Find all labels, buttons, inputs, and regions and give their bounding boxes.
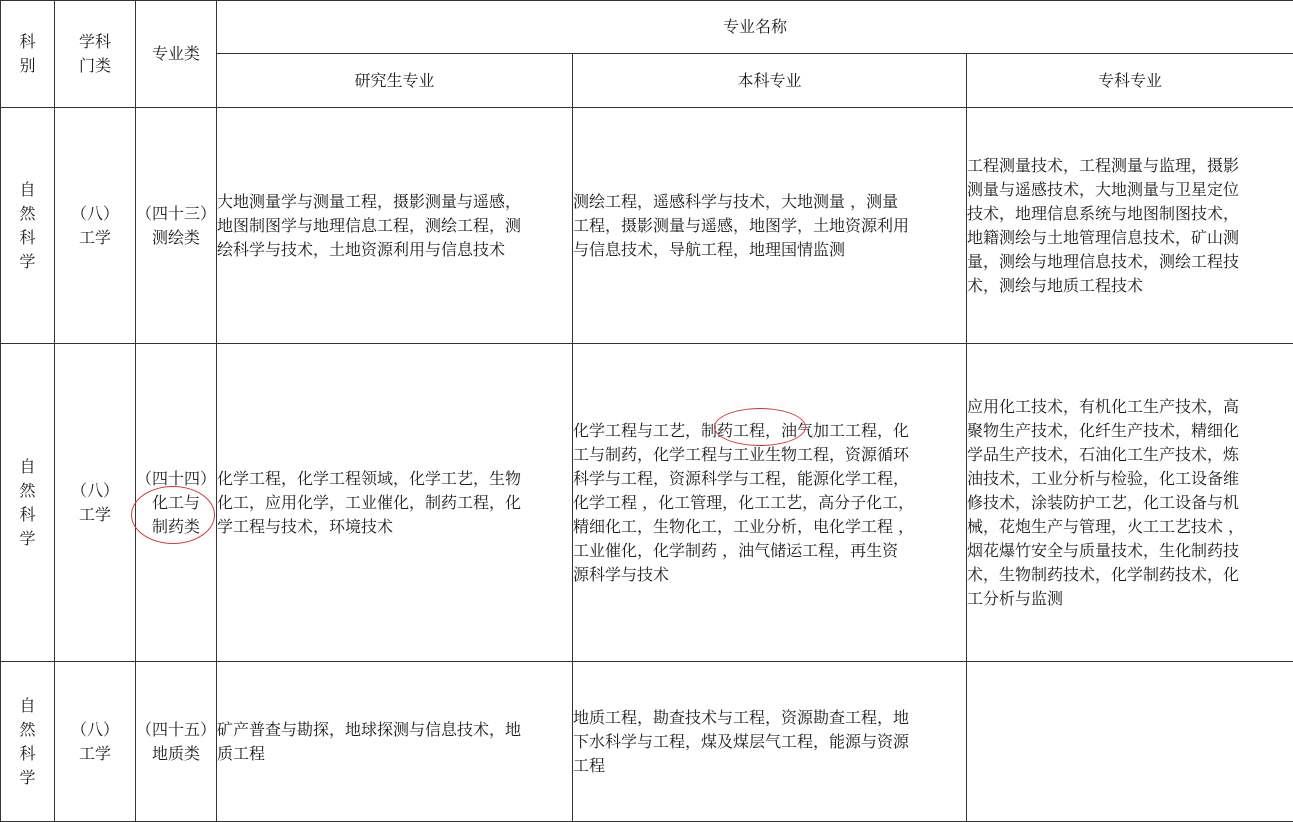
xueke-line: 工学 xyxy=(55,226,135,250)
text-line: 油技术，工业分析与检验，化工设备维 xyxy=(967,467,1293,491)
text-line: 化学工程，化学工程领域，化学工艺，生物 xyxy=(217,467,572,491)
kebie-char: 自 xyxy=(1,178,54,202)
header-row-1 xyxy=(1,1,1293,54)
kebie-char: 然 xyxy=(1,718,54,742)
graduate-majors-cell xyxy=(217,344,573,662)
text-line: 工业催化，化学制药 ，油气储运工程，再生资 xyxy=(573,539,966,563)
kebie-char: 科 xyxy=(1,742,54,766)
header-college: 专科专业 xyxy=(967,54,1293,108)
college-majors-cell-empty xyxy=(967,662,1293,822)
zhuanyelei-line: （四十五） xyxy=(136,718,216,742)
undergrad-majors-cell xyxy=(573,662,967,822)
table-row xyxy=(1,662,1293,822)
header-undergrad: 本科专业 xyxy=(573,54,967,108)
text-line: 烟花爆竹安全与质量技术，生化制药技 xyxy=(967,539,1293,563)
text-line: 下水科学与工程，煤及煤层气工程，能源与资源 xyxy=(573,730,966,754)
text-line: 术，生物制药技术，化学制药技术，化 xyxy=(967,563,1293,587)
text-line: 测量与遥感技术，大地测量与卫星定位 xyxy=(967,178,1293,202)
row-kebie xyxy=(1,344,55,662)
header-zhuanyelei-text: 专业类 xyxy=(136,42,216,66)
row-xueke xyxy=(55,108,136,344)
header-kebie xyxy=(1,1,55,108)
text-line: 质工程 xyxy=(217,742,572,766)
row-kebie xyxy=(1,108,55,344)
table-row xyxy=(1,108,1293,344)
header-zhuanyelei xyxy=(136,1,217,108)
zhuanyelei-line: 地质类 xyxy=(136,742,216,766)
kebie-char: 科 xyxy=(1,503,54,527)
zhuanyelei-line: 制药类 xyxy=(136,515,216,539)
zhuanyelei-line: 化工与 xyxy=(136,491,216,515)
kebie-char: 学 xyxy=(1,250,54,274)
header-kebie-line: 科 xyxy=(1,30,54,54)
text-line: 学品生产技术，石油化工生产技术，炼 xyxy=(967,443,1293,467)
xueke-line: 工学 xyxy=(55,742,135,766)
text-line: 械，花炮生产与管理，火工工艺技术 ， xyxy=(967,515,1293,539)
graduate-majors-cell xyxy=(217,108,573,344)
row-xueke xyxy=(55,662,136,822)
text-line: 科学与工程，资源科学与工程，能源化学工程， xyxy=(573,467,966,491)
college-majors-cell xyxy=(967,108,1293,344)
kebie-char: 学 xyxy=(1,527,54,551)
text-line: 修技术，涂装防护工艺，化工设备与机 xyxy=(967,491,1293,515)
text-line: 源科学与技术 xyxy=(573,563,966,587)
text-line: 术，测绘与地质工程技术 xyxy=(967,274,1293,298)
kebie-char: 然 xyxy=(1,202,54,226)
text-line: 技术，地理信息系统与地图制图技术， xyxy=(967,202,1293,226)
text-line: 地图制图学与地理信息工程，测绘工程，测 xyxy=(217,214,572,238)
row-kebie xyxy=(1,662,55,822)
graduate-majors-cell xyxy=(217,662,573,822)
text-line: 工分析与监测 xyxy=(967,587,1293,611)
text-line: 化学工程与工艺，制药工程，油气加工工程，化 xyxy=(573,419,966,443)
text-line: 学工程与技术，环境技术 xyxy=(217,515,572,539)
kebie-char: 自 xyxy=(1,694,54,718)
header-xueke-line: 学科 xyxy=(55,30,135,54)
college-majors-cell xyxy=(967,344,1293,662)
text-line: 工程，摄影测量与遥感，地图学，土地资源利用 xyxy=(573,214,966,238)
row-xueke xyxy=(55,344,136,662)
kebie-char: 科 xyxy=(1,226,54,250)
text-line: 矿产普查与勘探，地球探测与信息技术，地 xyxy=(217,718,572,742)
text-line: 应用化工技术，有机化工生产技术，高 xyxy=(967,395,1293,419)
text-line: 聚物生产技术，化纤生产技术，精细化 xyxy=(967,419,1293,443)
text-line: 地籍测绘与土地管理信息技术，矿山测 xyxy=(967,226,1293,250)
zhuanyelei-line: 测绘类 xyxy=(136,226,216,250)
text-line: 工与制药，化学工程与工业生物工程，资源循环 xyxy=(573,443,966,467)
kebie-char: 自 xyxy=(1,455,54,479)
text-line: 测绘工程，遥感科学与技术，大地测量 ，测量 xyxy=(573,190,966,214)
header-xueke-menlei xyxy=(55,1,136,108)
text-line: 绘科学与技术，土地资源利用与信息技术 xyxy=(217,238,572,262)
undergrad-majors-cell xyxy=(573,108,967,344)
header-xueke-line: 门类 xyxy=(55,54,135,78)
kebie-char: 然 xyxy=(1,479,54,503)
text-line: 化学工程 ，化工管理，化工工艺，高分子化工， xyxy=(573,491,966,515)
text-line: 地质工程，勘查技术与工程，资源勘查工程，地 xyxy=(573,706,966,730)
text-line: 量，测绘与地理信息技术，测绘工程技 xyxy=(967,250,1293,274)
row-zhuanyelei xyxy=(136,108,217,344)
xueke-line: （八） xyxy=(55,479,135,503)
zhuanyelei-line: （四十三） xyxy=(136,202,216,226)
text-line: 工程 xyxy=(573,754,966,778)
zhuanyelei-line: （四十四） xyxy=(136,467,216,491)
text-line: 化工，应用化学，工业催化，制药工程，化 xyxy=(217,491,572,515)
header-major-name: 专业名称 xyxy=(217,1,1293,54)
row-zhuanyelei xyxy=(136,662,217,822)
table-row xyxy=(1,344,1293,662)
header-graduate: 研究生专业 xyxy=(217,54,573,108)
row-zhuanyelei xyxy=(136,344,217,662)
xueke-line: 工学 xyxy=(55,503,135,527)
kebie-char: 学 xyxy=(1,766,54,790)
text-line: 大地测量学与测量工程，摄影测量与遥感， xyxy=(217,190,572,214)
header-kebie-line: 别 xyxy=(1,54,54,78)
text-line: 精细化工，生物化工，工业分析，电化学工程 ， xyxy=(573,515,966,539)
text-line: 与信息技术，导航工程，地理国情监测 xyxy=(573,238,966,262)
xueke-line: （八） xyxy=(55,202,135,226)
xueke-line: （八） xyxy=(55,718,135,742)
undergrad-majors-cell xyxy=(573,344,967,662)
text-line: 工程测量技术，工程测量与监理，摄影 xyxy=(967,154,1293,178)
